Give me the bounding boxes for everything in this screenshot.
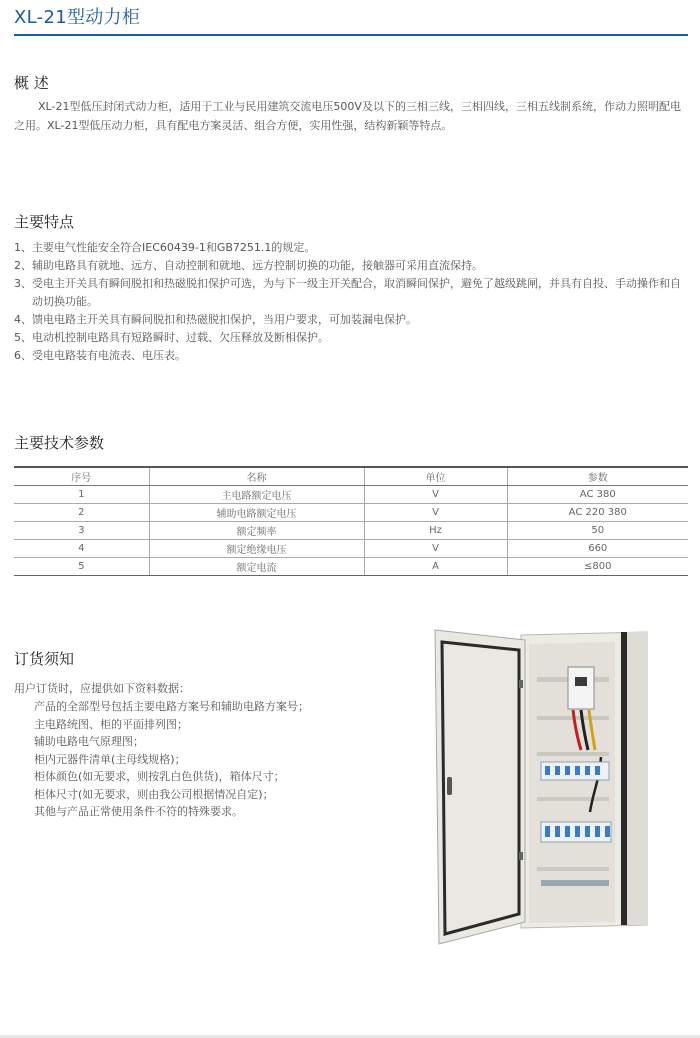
cell-name: 额定频率 xyxy=(149,522,364,540)
cell-unit: V xyxy=(364,486,507,504)
cell-name: 辅助电路额定电压 xyxy=(149,504,364,522)
overview-heading: 概 述 xyxy=(14,74,49,92)
feature-item: 5、电动机控制电路具有短路瞬时、过载、欠压释放及断相保护。 xyxy=(14,331,329,344)
table-header-row xyxy=(14,467,688,486)
col-header-index: 序号 xyxy=(14,467,149,486)
order-item: 柜体尺寸(如无要求，则由我公司根据情况自定)； xyxy=(34,787,274,801)
col-header-value: 参数 xyxy=(507,467,688,486)
cell-unit: V xyxy=(364,504,507,522)
main-breaker xyxy=(568,667,594,709)
cell-value: AC 380 xyxy=(507,486,688,504)
cell-value: 50 xyxy=(507,522,688,540)
door-hinge xyxy=(519,852,523,860)
breaker-row xyxy=(541,822,611,842)
cell-index: 4 xyxy=(14,540,149,558)
cabinet-edge xyxy=(621,632,627,925)
order-item: 柜内元器件清单(主母线规格)； xyxy=(34,752,186,766)
overview-text xyxy=(14,97,690,135)
title-divider xyxy=(14,34,688,36)
cell-unit: V xyxy=(364,540,507,558)
feature-item: 2、辅助电路具有就地、远方、自动控制和就地、远方控制切换的功能，接触器可采用直流保持。 xyxy=(14,259,483,272)
col-header-unit: 单位 xyxy=(364,467,507,486)
col-header-name: 名称 xyxy=(149,467,364,486)
feature-item: 3、受电主开关具有瞬间脱扣和热磁脱扣保护可选，为与下一级主开关配合，取消瞬间保护，避免了越级跳闸，并具有自投、手动操作和自动切换功能。 xyxy=(14,277,681,308)
cell-unit: A xyxy=(364,558,507,576)
cabinet-side xyxy=(627,632,647,925)
cabinet-image xyxy=(425,622,655,952)
cell-index: 2 xyxy=(14,504,149,522)
features-list xyxy=(14,239,690,365)
order-item: 柜体颜色(如无要求，则按乳白色供货)，箱体尺寸； xyxy=(34,770,285,783)
breaker-handle xyxy=(575,677,587,686)
door-handle xyxy=(447,777,452,795)
feature-item: 1、主要电气性能安全符合IEC60439-1和GB7251.1的规定。 xyxy=(14,241,316,254)
cell-name: 额定电流 xyxy=(149,558,364,576)
door-hinge xyxy=(519,680,523,688)
cell-index: 5 xyxy=(14,558,149,576)
breaker-row xyxy=(541,762,609,780)
order-item: 其他与产品正常使用条件不符的特殊要求。 xyxy=(34,805,243,818)
table-row xyxy=(14,504,688,522)
order-item: 辅助电路电气原理图； xyxy=(34,735,144,748)
order-heading: 订货须知 xyxy=(14,650,75,668)
order-item: 产品的全部型号包括主要电路方案号和辅助电路方案号； xyxy=(34,700,309,713)
params-heading: 主要技术参数 xyxy=(14,434,105,452)
feature-item: 6、受电电路装有电流表、电压表。 xyxy=(14,349,186,362)
cell-value: 660 xyxy=(507,540,688,558)
cell-value: AC 220 380 xyxy=(507,504,688,522)
order-list xyxy=(34,698,309,821)
page-title: XL-21型动力柜 xyxy=(14,7,141,28)
mounting-rail xyxy=(537,867,609,871)
table-row xyxy=(14,558,688,576)
terminal-strip xyxy=(541,880,609,886)
cell-index: 3 xyxy=(14,522,149,540)
cell-name: 主电路额定电压 xyxy=(149,486,364,504)
features-heading: 主要特点 xyxy=(14,213,75,231)
mounting-rail xyxy=(537,797,609,801)
cell-unit: Hz xyxy=(364,522,507,540)
order-intro: 用户订货时，应提供如下资料数据： xyxy=(14,682,190,695)
cell-name: 额定绝缘电压 xyxy=(149,540,364,558)
params-table xyxy=(14,466,688,576)
cell-index: 1 xyxy=(14,486,149,504)
feature-item: 4、馈电电路主开关具有瞬间脱扣和热磁脱扣保护，当用户要求，可加装漏电保护。 xyxy=(14,313,417,326)
mounting-rail xyxy=(537,752,609,756)
cell-value: ≤800 xyxy=(507,558,688,576)
table-row xyxy=(14,522,688,540)
order-item: 主电路统图、柜的平面排列图； xyxy=(34,717,188,731)
overview-paragraph: XL-21型低压封闭式动力柜，适用于工业与民用建筑交流电压500V及以下的三相三线，三相四线，三相五线制系统，作动力照明配电之用。XL-21型低压动力柜，具有配电方案灵活、组合方便，实用性强，结构新颖等特点。 xyxy=(14,100,681,132)
table-row xyxy=(14,540,688,558)
table-row xyxy=(14,486,688,504)
